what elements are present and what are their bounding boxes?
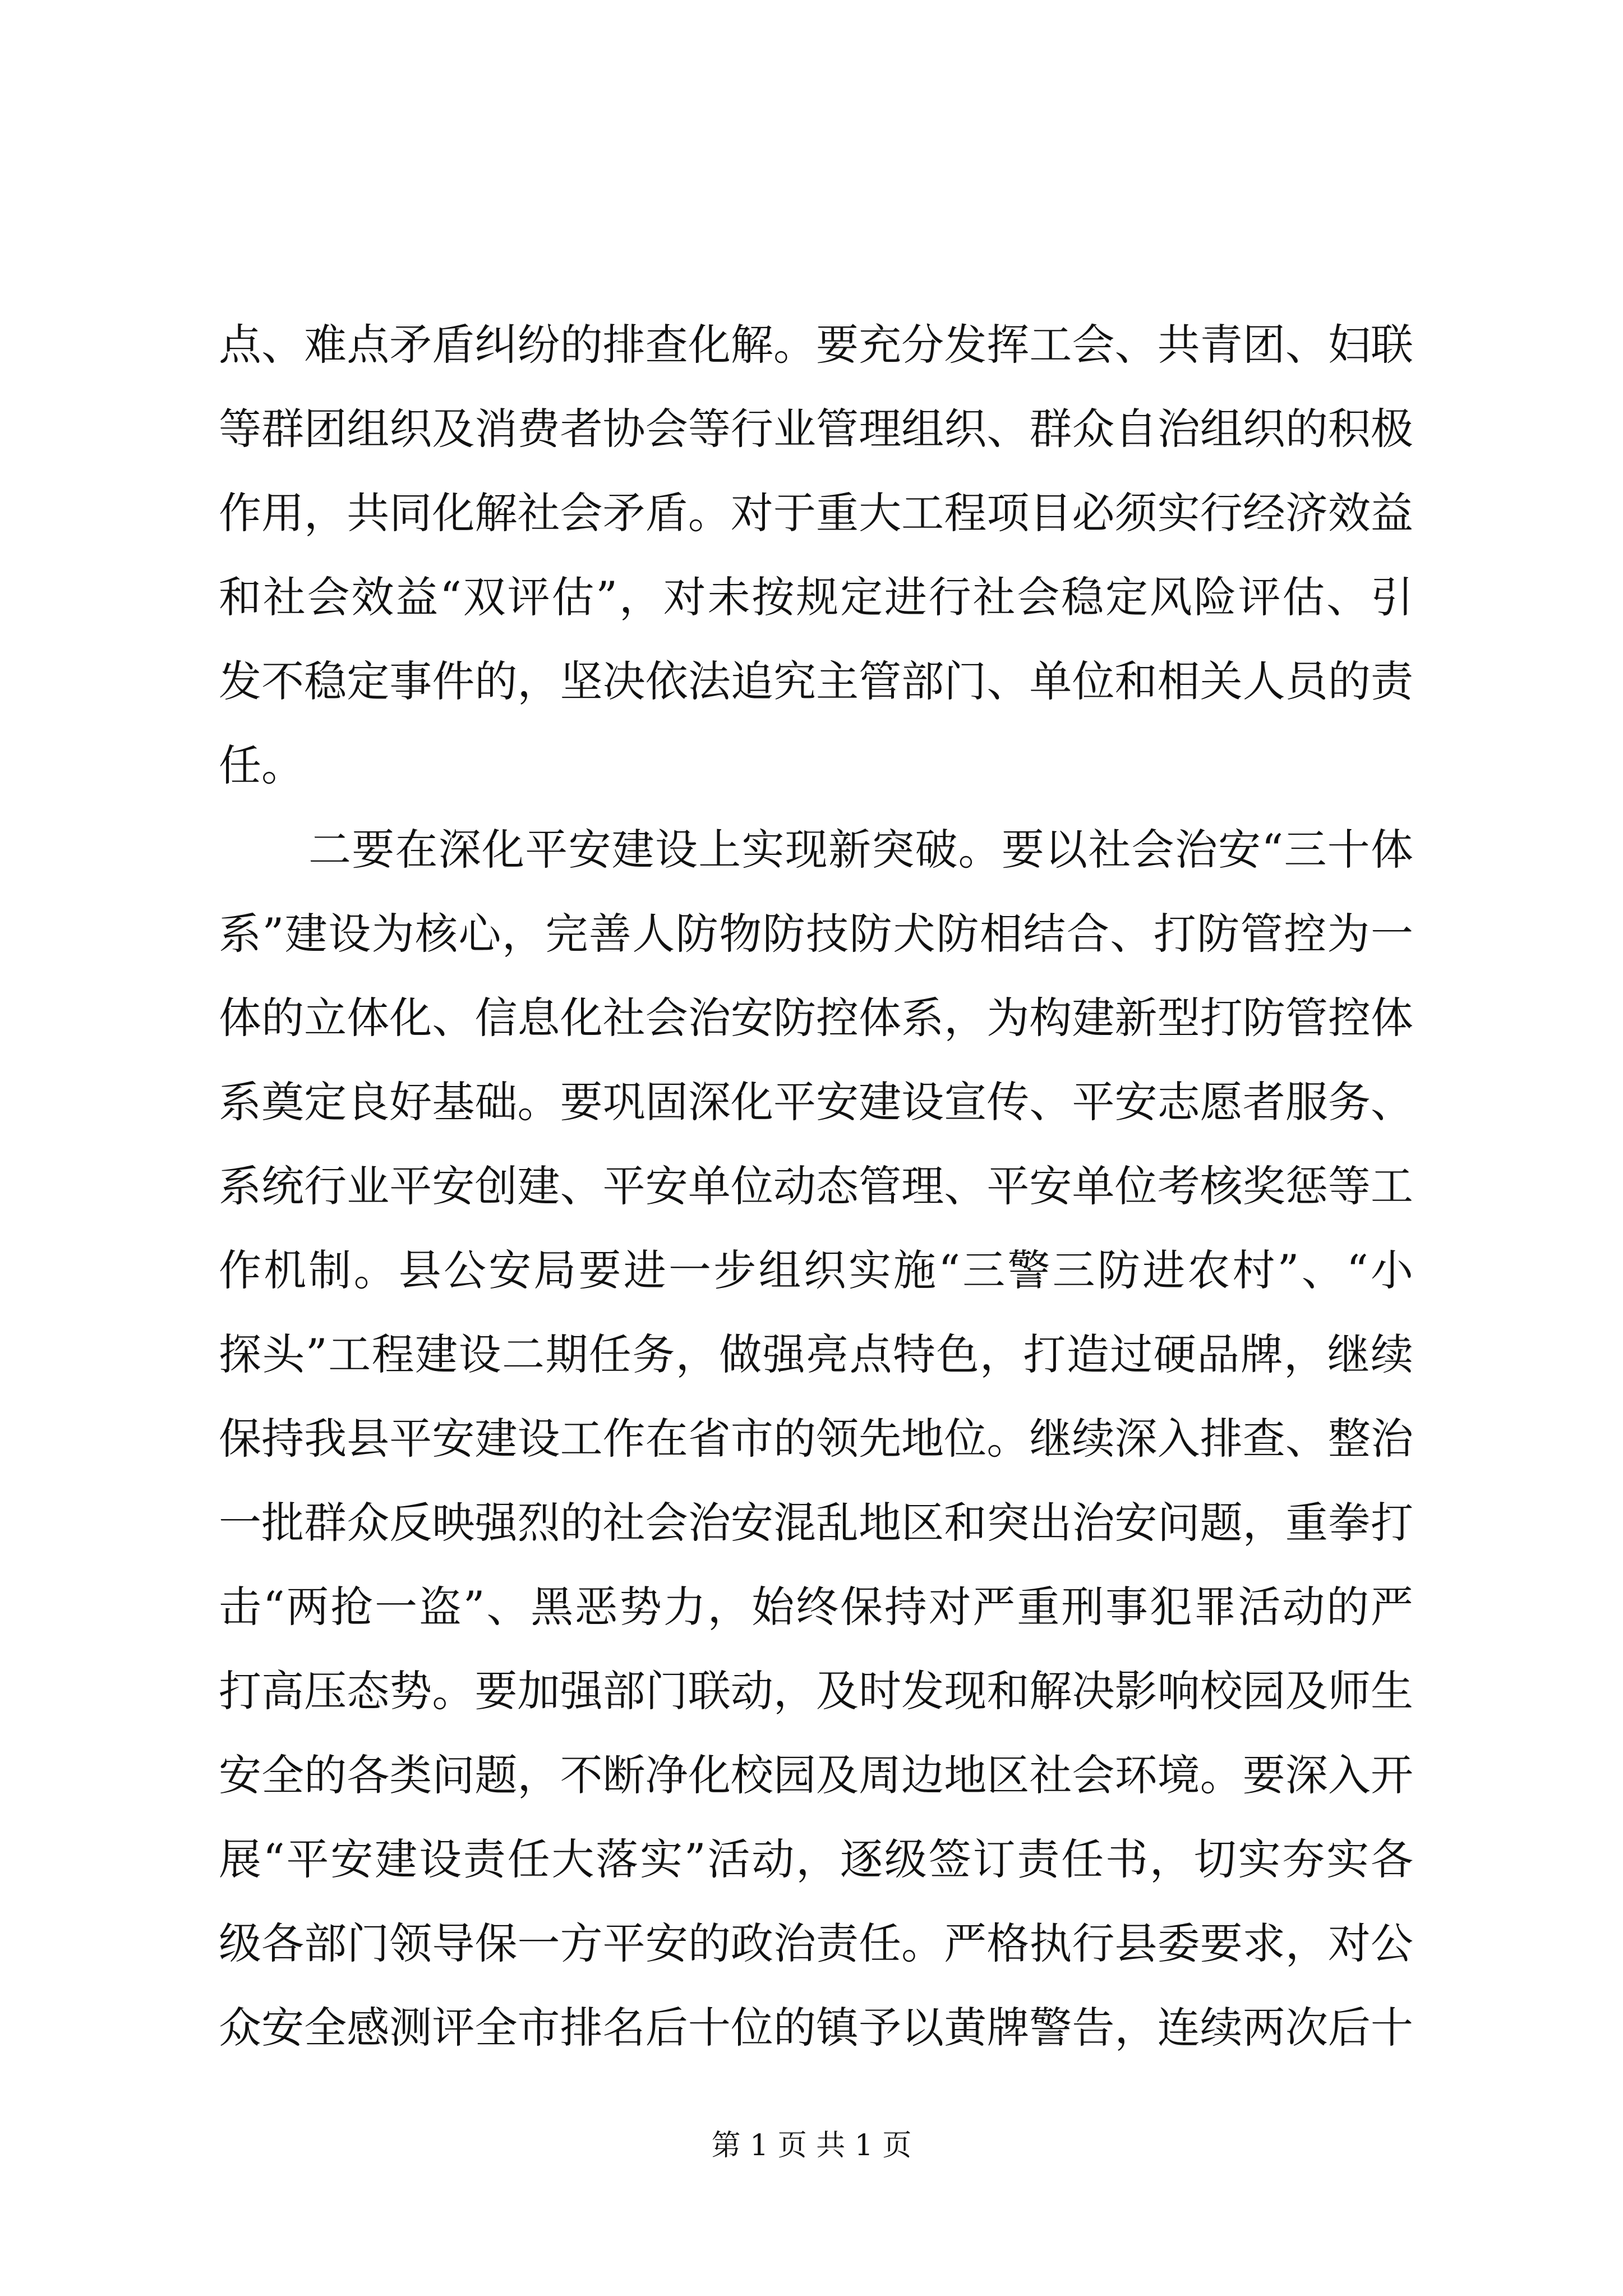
- paragraph-first-line: 二要在深化平安建设上实现新突破。要以社会治安“三十体: [308, 825, 1413, 875]
- body-text-line: 展“平安建设责任大落实”活动，逐级签订责任书，切实夯实各: [219, 1834, 1413, 1884]
- body-text-line: 众安全感测评全市排名后十位的镇予以黄牌警告，连续两次后十: [219, 2003, 1413, 2053]
- body-text-line: 作机制。县公安局要进一步组织实施“三警三防进农村”、“小: [219, 1245, 1413, 1295]
- body-text-line: 发不稳定事件的，坚决依法追究主管部门、单位和相关人员的责: [219, 656, 1413, 706]
- body-text-line: 保持我县平安建设工作在省市的领先地位。继续深入排查、整治: [219, 1414, 1413, 1464]
- body-text-line: 探头”工程建设二期任务，做强亮点特色，打造过硬品牌，继续: [219, 1329, 1413, 1379]
- body-text-line: 安全的各类问题，不断净化校园及周边地区社会环境。要深入开: [219, 1750, 1413, 1800]
- body-text-line: 等群团组织及消费者协会等行业管理组织、群众自治组织的积极: [219, 404, 1413, 454]
- body-text-line: 一批群众反映强烈的社会治安混乱地区和突出治安问题，重拳打: [219, 1498, 1413, 1548]
- body-text-line: 作用，共同化解社会矛盾。对于重大工程项目必须实行经济效益: [219, 488, 1413, 538]
- body-text-line: 点、难点矛盾纠纷的排查化解。要充分发挥工会、共青团、妇联: [219, 320, 1413, 370]
- body-text-line: 系”建设为核心，完善人防物防技防犬防相结合、打防管控为一: [219, 909, 1413, 959]
- body-text-line: 级各部门领导保一方平安的政治责任。严格执行县委要求，对公: [219, 1918, 1413, 1968]
- body-text-line: 体的立体化、信息化社会治安防控体系，为构建新型打防管控体: [219, 993, 1413, 1043]
- body-text-line: 系统行业平安创建、平安单位动态管理、平安单位考核奖惩等工: [219, 1161, 1413, 1211]
- body-text-line: 系奠定良好基础。要巩固深化平安建设宣传、平安志愿者服务、: [219, 1077, 1413, 1127]
- body-text-line: 任。: [219, 740, 304, 790]
- body-text-line: 打高压态势。要加强部门联动，及时发现和解决影响校园及师生: [219, 1666, 1413, 1716]
- body-text-line: 击“两抢一盗”、黑恶势力，始终保持对严重刑事犯罪活动的严: [219, 1582, 1413, 1632]
- page-number-footer: 第 1 页 共 1 页: [711, 2129, 912, 2162]
- body-text-line: 和社会效益“双评估”，对未按规定进行社会稳定风险评估、引: [219, 572, 1413, 622]
